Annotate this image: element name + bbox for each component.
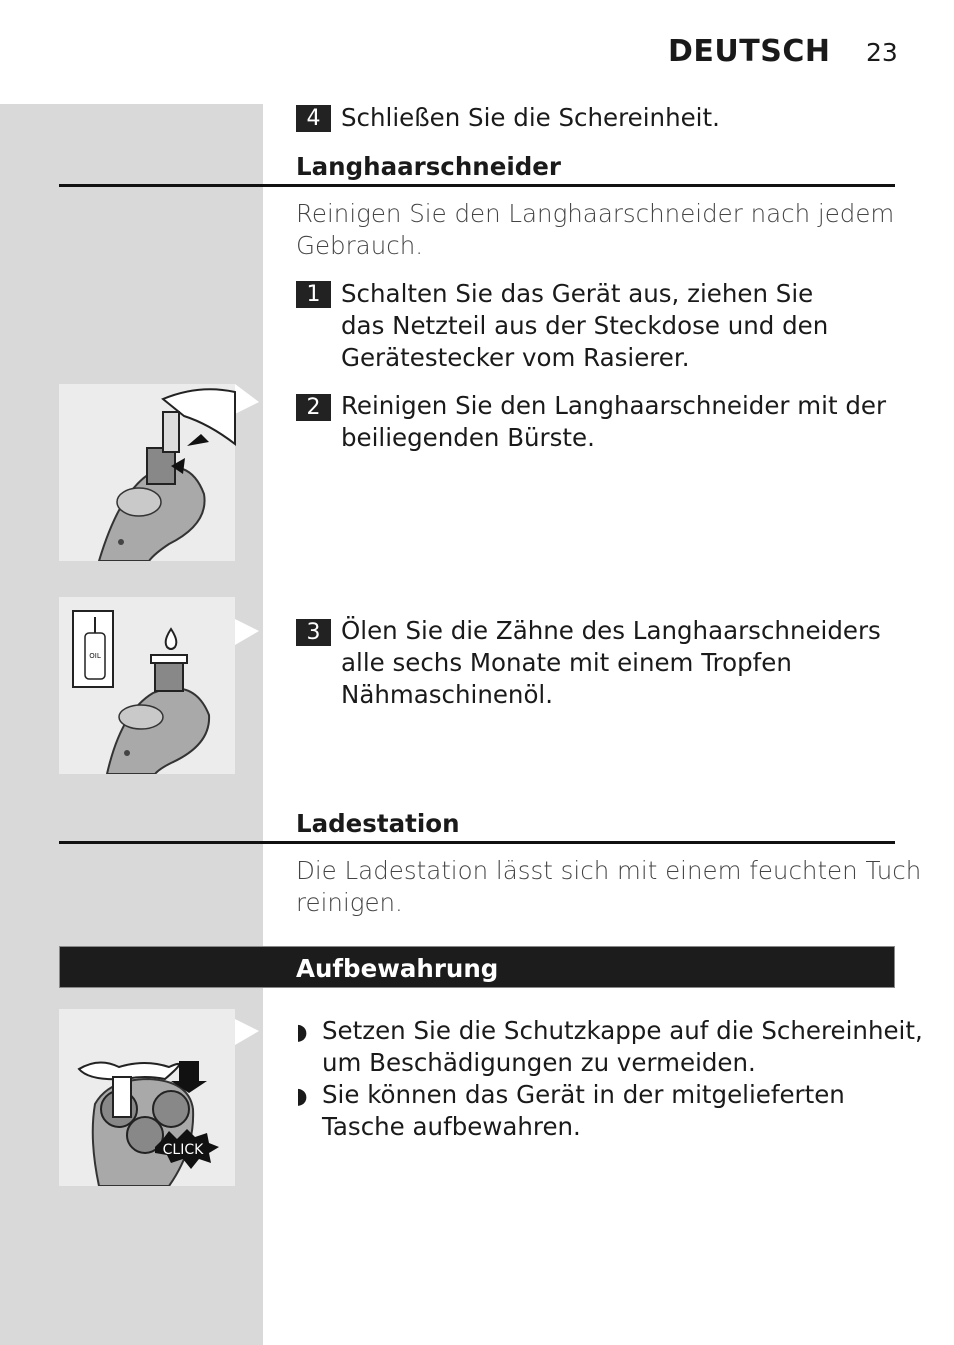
bullet-text-line: Sie können das Gerät in der mitgelieferten (322, 1080, 845, 1109)
intro-line: Reinigen Sie den Langhaarschneider nach jedem (296, 199, 895, 228)
step-text-line: Schalten Sie das Gerät aus, ziehen Sie (341, 279, 814, 308)
page-language-label: DEUTSCH (668, 34, 831, 69)
section-heading-langhaarschneider: Langhaarschneider (296, 152, 561, 181)
intro-line: Die Ladestation lässt sich mit einem feuchten Tuch (296, 856, 922, 885)
bullet-text-line: um Beschädigungen zu vermeiden. (322, 1048, 756, 1077)
bullet-marker: ◗ (296, 1084, 308, 1109)
click-label: CLICK (162, 1142, 204, 1158)
intro-line: Gebrauch. (296, 231, 424, 260)
step-text-line: das Netzteil aus der Steckdose und den (341, 311, 829, 340)
step-text-line: Nähmaschinenöl. (341, 680, 554, 709)
section-rule (59, 184, 895, 187)
step-text: Schließen Sie die Schereinheit. (341, 103, 720, 132)
step-text-line: alle sechs Monate mit einem Tropfen (341, 648, 792, 677)
section-heading-ladestation: Ladestation (296, 809, 460, 838)
step-text-line: Ölen Sie die Zähne des Langhaarschneiders (341, 616, 881, 645)
section-heading-aufbewahrung: Aufbewahrung (296, 954, 499, 983)
brush-cleaning-illustration (59, 384, 259, 561)
page-number: 23 (866, 38, 898, 67)
bullet-text-line: Tasche aufbewahren. (322, 1112, 581, 1141)
protection-cap-illustration (59, 1009, 259, 1186)
step-text-line: beiliegenden Bürste. (341, 423, 595, 452)
step-number-badge: 4 (296, 105, 331, 132)
step-text-line: Reinigen Sie den Langhaarschneider mit der (341, 391, 887, 420)
step-text-line: Gerätestecker vom Rasierer. (341, 343, 690, 372)
section-rule (59, 841, 895, 844)
step-number-badge: 2 (296, 394, 331, 421)
bullet-text-line: Setzen Sie die Schutzkappe auf die Schereinheit, (322, 1016, 923, 1045)
intro-line: reinigen. (296, 888, 403, 917)
bullet-marker: ◗ (296, 1020, 308, 1045)
step-number-badge: 3 (296, 619, 331, 646)
step-number-badge: 1 (296, 281, 331, 308)
section-banner-aufbewahrung (59, 946, 895, 988)
oiling-illustration (59, 597, 259, 774)
oil-bottle-label: OIL (89, 652, 101, 660)
